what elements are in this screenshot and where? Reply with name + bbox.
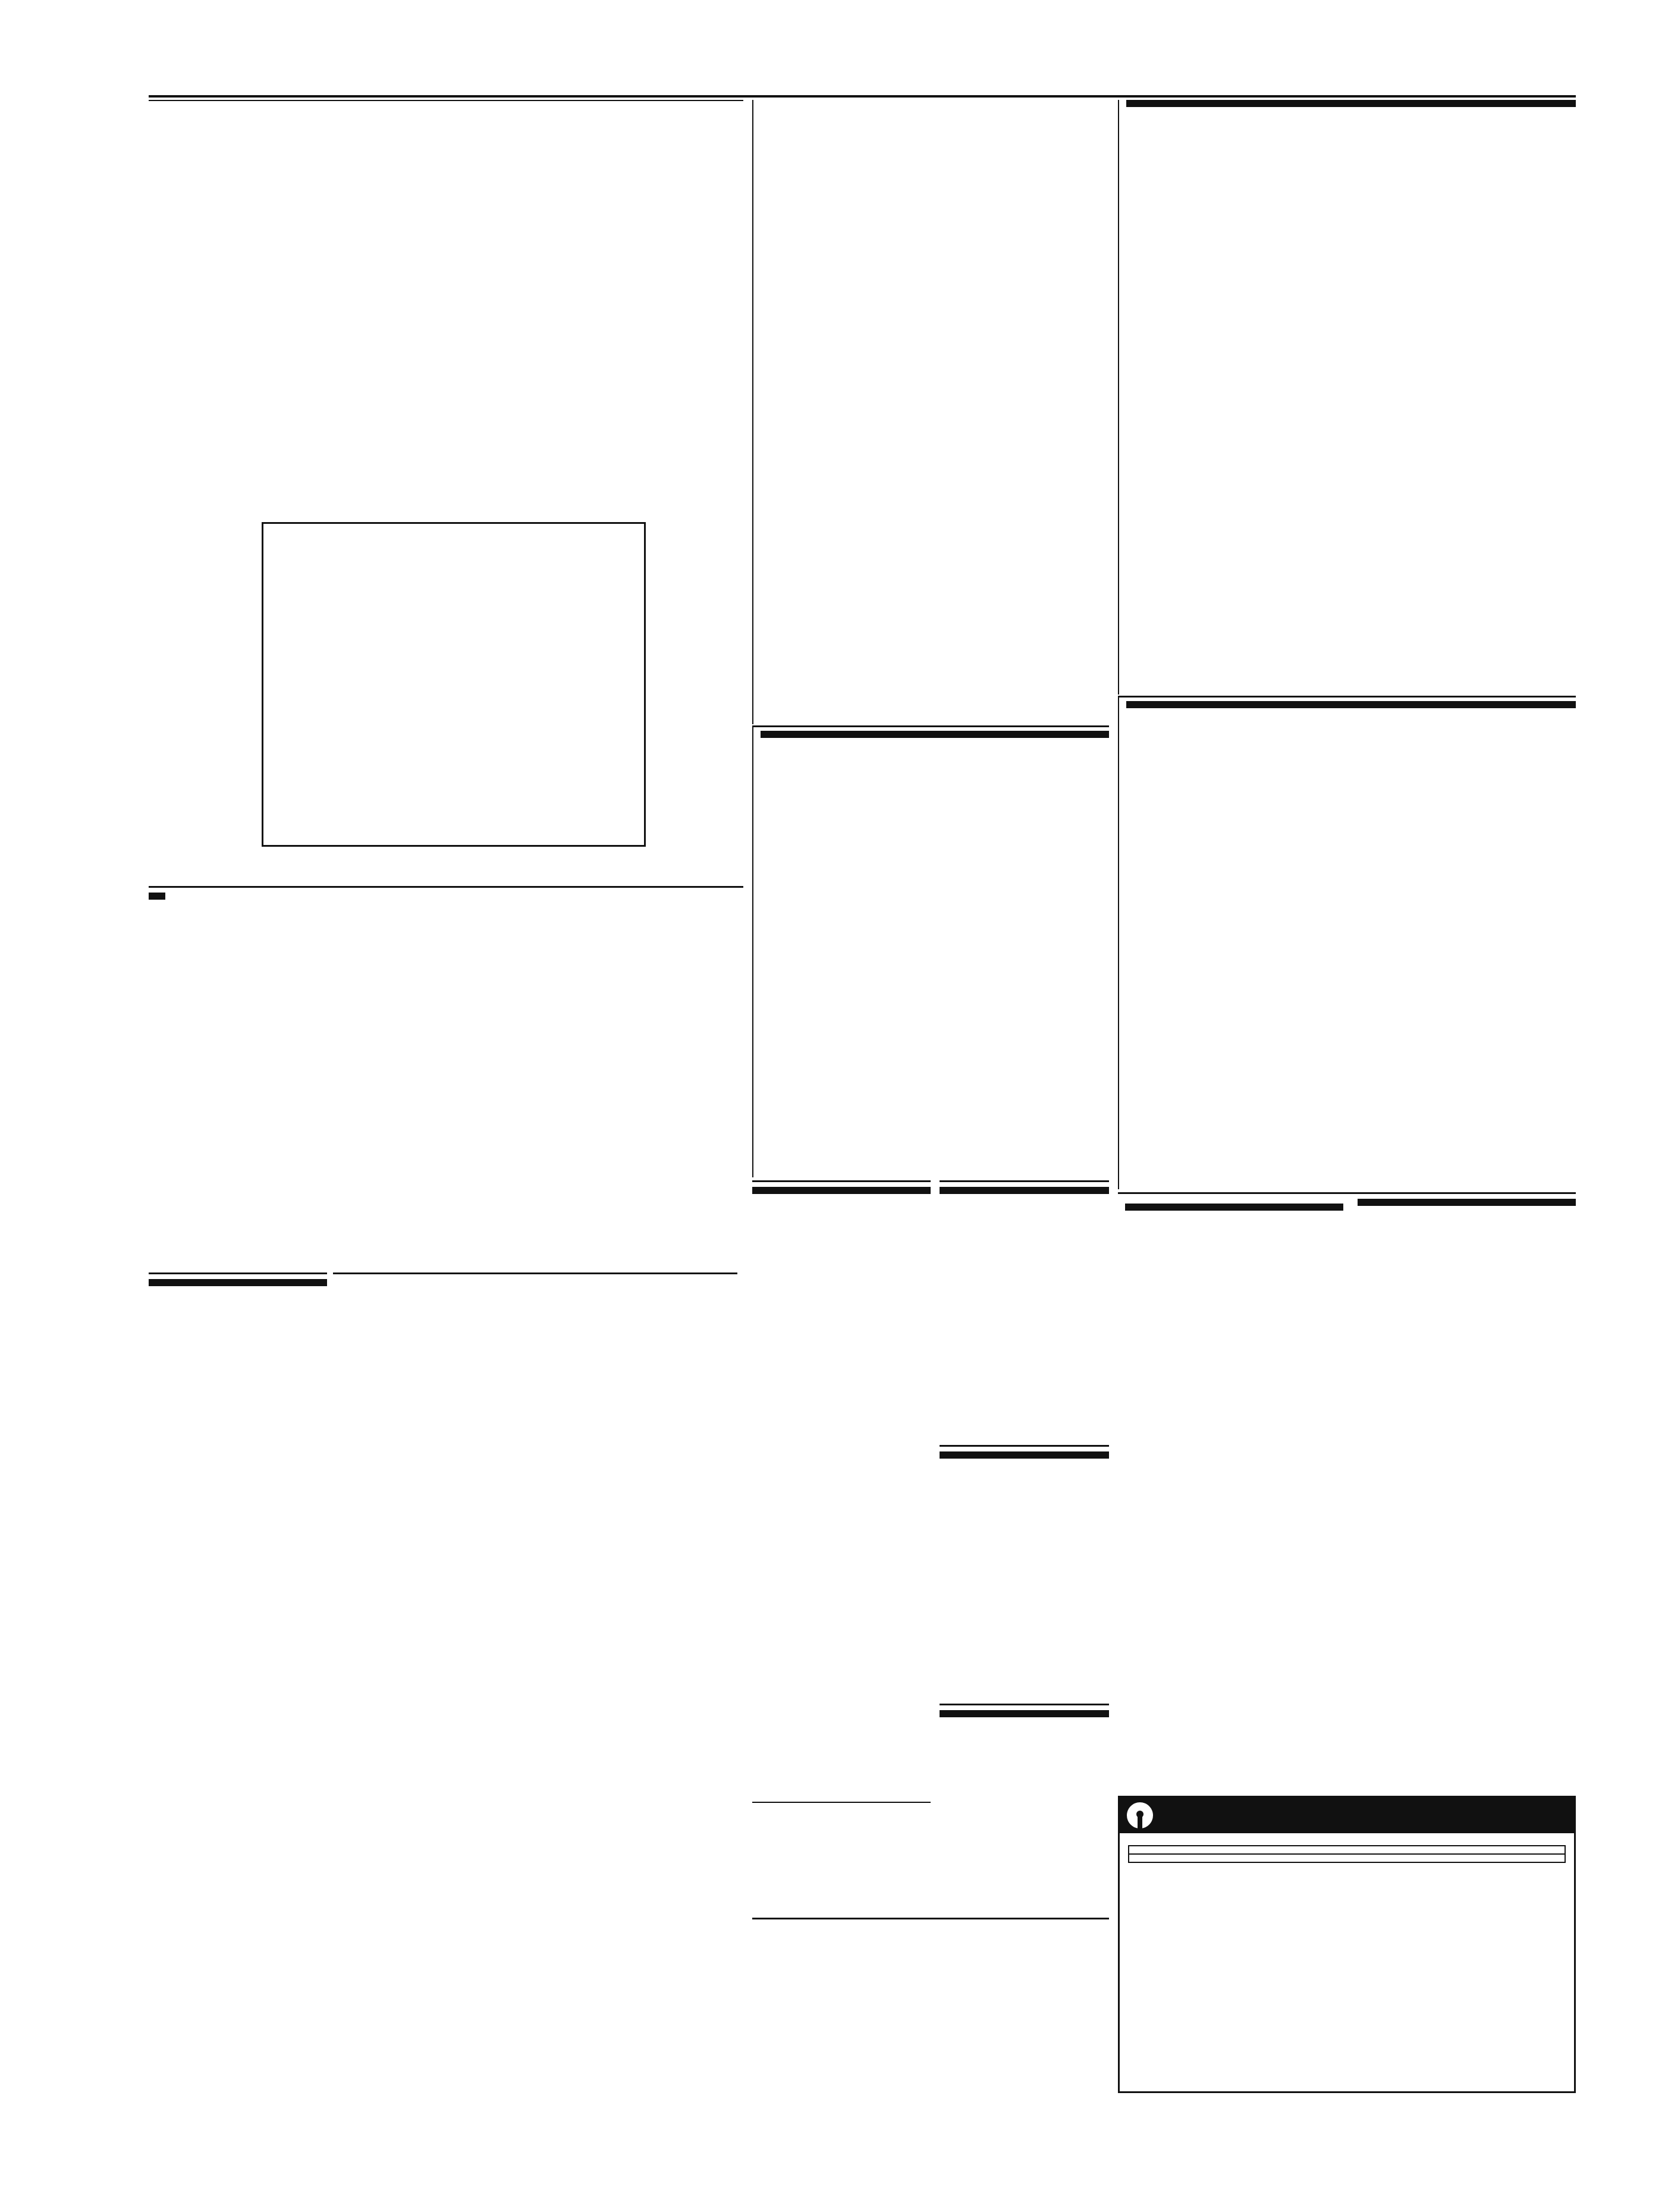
delhi-article — [149, 1272, 327, 2093]
sbi-reserve — [1128, 1845, 1566, 1855]
header-rule — [149, 95, 1576, 98]
gaza-body — [149, 107, 743, 226]
china-article — [940, 1180, 1109, 1442]
bhopal-article — [752, 100, 1109, 724]
posco-article — [1118, 696, 1576, 1189]
trump-article — [940, 1445, 1109, 1701]
gaza-body2 — [149, 231, 743, 362]
china-rare-columns — [1125, 1199, 1576, 1787]
games-article — [149, 886, 743, 1267]
games-title — [149, 893, 165, 900]
niyamo-title — [752, 1187, 931, 1194]
sbi-logo-icon — [1127, 1802, 1153, 1828]
election-article — [752, 1918, 1109, 2096]
vp-title — [1358, 1199, 1576, 1206]
delhi-continued — [333, 1272, 737, 2093]
sbi-ad — [1118, 1796, 1576, 2093]
gaza-box — [262, 522, 646, 847]
isro-body2 — [1126, 240, 1576, 407]
china-title — [940, 1187, 1109, 1194]
china-rare-continued — [1118, 1192, 1576, 1790]
shaktipeeth-article — [752, 1802, 931, 1915]
jammu-title — [1125, 1204, 1343, 1211]
isro-body — [1126, 112, 1576, 237]
isro-kicker — [1126, 100, 1576, 107]
trump-title — [940, 1451, 1109, 1459]
rashtrapati-article — [752, 725, 1109, 1177]
rashtrapati-kicker — [761, 731, 1109, 738]
gaza-kicker — [149, 100, 743, 101]
covid-title — [940, 1710, 1109, 1717]
delhi-cont-columns — [333, 1279, 737, 2088]
sbi-date — [1128, 1855, 1566, 1863]
bhopal-body2 — [761, 103, 1109, 329]
isro-article — [1118, 100, 1576, 695]
niyamo-article — [752, 1180, 931, 1799]
delhi-title — [149, 1279, 327, 1286]
posco-kicker — [1126, 701, 1576, 708]
gaza-article — [149, 100, 743, 885]
games-body — [149, 906, 743, 1227]
